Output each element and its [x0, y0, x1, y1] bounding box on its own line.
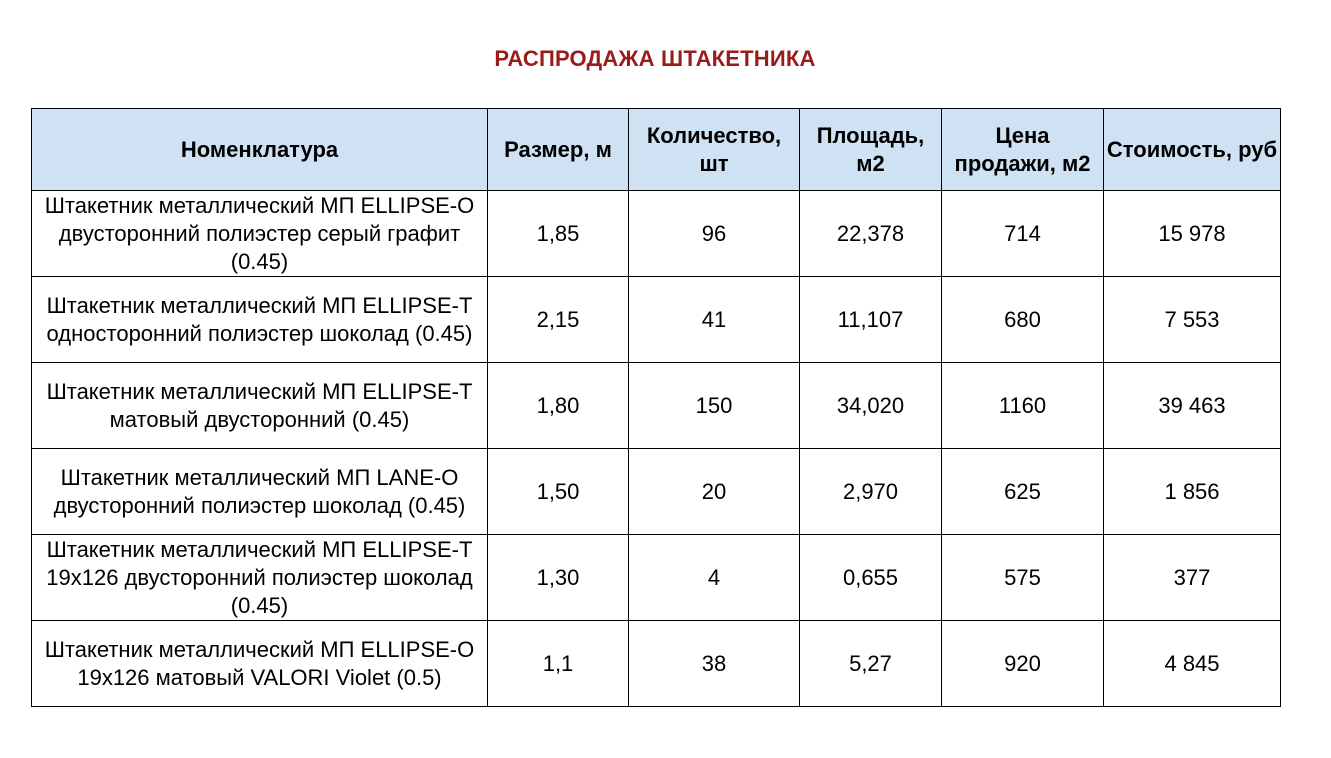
cell-nomenclature: Штакетник металлический МП ELLIPSE-O 19x126 матовый VALORI Violet (0.5)	[32, 621, 488, 707]
cell-price: 1160	[942, 363, 1104, 449]
cell-price: 625	[942, 449, 1104, 535]
table-row	[32, 535, 1281, 621]
cell-size: 1,50	[488, 449, 629, 535]
cell-area: 5,27	[800, 621, 942, 707]
cell-price: 714	[942, 191, 1104, 277]
cell-size: 1,1	[488, 621, 629, 707]
cell-quantity: 4	[629, 535, 800, 621]
header-price: Цена продажи, м2	[942, 109, 1104, 191]
cell-quantity: 150	[629, 363, 800, 449]
cell-price: 575	[942, 535, 1104, 621]
page-title: РАСПРОДАЖА ШТАКЕТНИКА	[494, 46, 816, 71]
cell-quantity: 38	[629, 621, 800, 707]
cell-cost: 1 856	[1104, 449, 1281, 535]
table-row	[32, 277, 1281, 363]
header-size: Размер, м	[488, 109, 629, 191]
cell-area: 34,020	[800, 363, 942, 449]
cell-cost: 4 845	[1104, 621, 1281, 707]
cell-nomenclature: Штакетник металлический МП ELLIPSE-T односторонний полиэстер шоколад (0.45)	[32, 277, 488, 363]
cell-area: 22,378	[800, 191, 942, 277]
cell-cost: 15 978	[1104, 191, 1281, 277]
header-quantity: Количество, шт	[629, 109, 800, 191]
cell-size: 2,15	[488, 277, 629, 363]
cell-price: 920	[942, 621, 1104, 707]
header-area: Площадь, м2	[800, 109, 942, 191]
cell-size: 1,30	[488, 535, 629, 621]
cell-cost: 39 463	[1104, 363, 1281, 449]
cell-cost: 7 553	[1104, 277, 1281, 363]
table-row	[32, 363, 1281, 449]
cell-nomenclature: Штакетник металлический МП ELLIPSE-T матовый двусторонний (0.45)	[32, 363, 488, 449]
cell-quantity: 96	[629, 191, 800, 277]
cell-nomenclature: Штакетник металлический МП ELLIPSE-O двусторонний полиэстер серый графит (0.45)	[32, 191, 488, 277]
cell-area: 2,970	[800, 449, 942, 535]
table-header-row	[32, 109, 1281, 191]
cell-area: 11,107	[800, 277, 942, 363]
table-row	[32, 449, 1281, 535]
cell-quantity: 20	[629, 449, 800, 535]
table-row	[32, 191, 1281, 277]
cell-price: 680	[942, 277, 1104, 363]
table-row	[32, 621, 1281, 707]
cell-size: 1,80	[488, 363, 629, 449]
cell-nomenclature: Штакетник металлический МП LANE-O двусторонний полиэстер шоколад (0.45)	[32, 449, 488, 535]
sale-table	[31, 108, 1281, 707]
cell-area: 0,655	[800, 535, 942, 621]
cell-nomenclature: Штакетник металлический МП ELLIPSE-T 19x126 двусторонний полиэстер шоколад (0.45)	[32, 535, 488, 621]
cell-size: 1,85	[488, 191, 629, 277]
cell-cost: 377	[1104, 535, 1281, 621]
header-cost: Стоимость, руб	[1104, 109, 1281, 191]
cell-quantity: 41	[629, 277, 800, 363]
header-nomenclature: Номенклатура	[32, 109, 488, 191]
